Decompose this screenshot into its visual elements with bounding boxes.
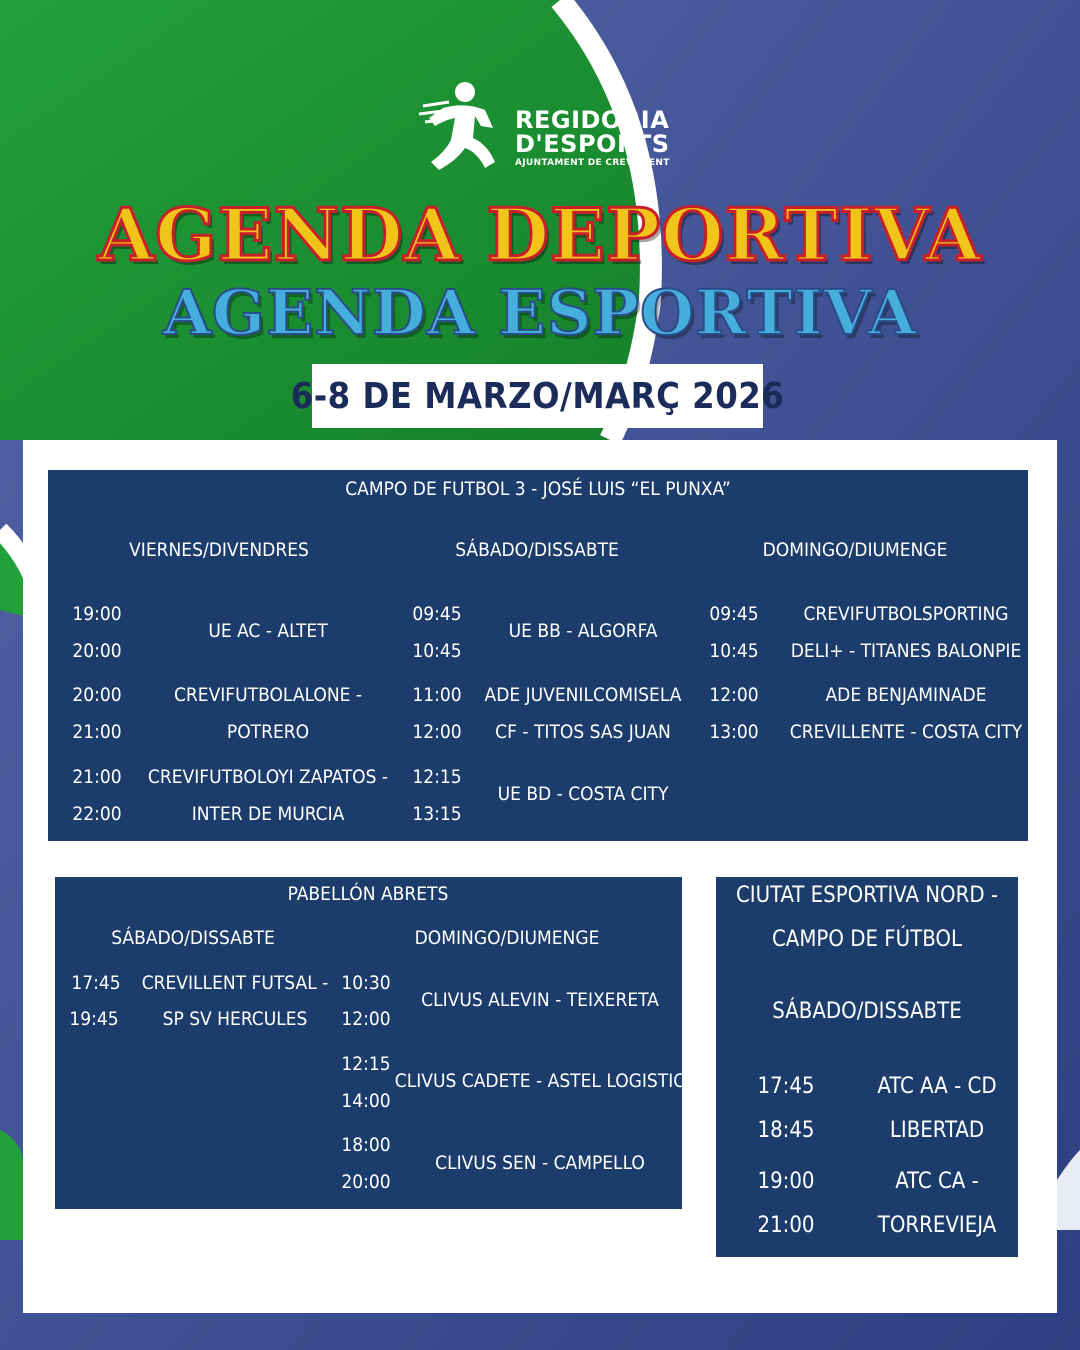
venue-2-day-saturday: SÁBADO/DISSABTE xyxy=(111,927,275,949)
match-teams-line2: CF - TITOS SAS JUAN xyxy=(495,721,671,743)
match-time-start: 20:00 xyxy=(72,684,122,706)
match-time-end: 19:45 xyxy=(69,1008,119,1030)
match-time-start: 12:15 xyxy=(341,1053,391,1075)
venue-2-title: PABELLÓN ABRETS xyxy=(287,883,449,905)
match-time-start: 19:00 xyxy=(757,1169,815,1194)
logo-line-3: AJUNTAMENT DE CREVILLENT xyxy=(515,158,670,168)
title-spanish: AGENDA DEPORTIVA xyxy=(98,192,982,277)
match-time-start: 21:00 xyxy=(72,766,122,788)
match-teams: UE AC - ALTET xyxy=(208,620,328,642)
match-teams-line2: TORREVIEJA xyxy=(877,1213,997,1238)
match-teams-line1: CREVIFUTBOLSPORTING xyxy=(803,603,1009,625)
match-teams: CLIVUS ALEVIN - TEIXERETA xyxy=(421,989,659,1011)
match-teams-line1: ADE JUVENILCOMISELA xyxy=(484,684,682,706)
venue-1-title: CAMPO DE FUTBOL 3 - JOSÉ LUIS “EL PUNXA” xyxy=(345,478,731,500)
match-time-end: 20:00 xyxy=(341,1171,391,1193)
match-time-end: 21:00 xyxy=(757,1213,815,1238)
match-teams-line2: INTER DE MURCIA xyxy=(191,803,345,825)
match-time-end: 20:00 xyxy=(72,640,122,662)
match-time-start: 10:30 xyxy=(341,972,391,994)
match-time-start: 12:15 xyxy=(412,766,462,788)
match-teams-line2: LIBERTAD xyxy=(889,1118,985,1143)
match-time-end: 13:15 xyxy=(412,803,462,825)
venue-2-day-sunday: DOMINGO/DIUMENGE xyxy=(414,927,600,949)
venue-3-title-line1: CIUTAT ESPORTIVA NORD - xyxy=(735,883,999,908)
match-time-end: 13:00 xyxy=(709,721,759,743)
match-teams: CLIVUS SEN - CAMPELLO xyxy=(435,1152,645,1174)
match-time-start: 11:00 xyxy=(412,684,462,706)
match-time-start: 18:00 xyxy=(341,1134,391,1156)
match-teams-line1: ADE BENJAMINADE xyxy=(825,684,987,706)
match-teams-line1: CREVILLENT FUTSAL - xyxy=(141,972,329,994)
match-teams-line1: ATC CA - xyxy=(895,1169,979,1194)
match-time-start: 17:45 xyxy=(757,1074,815,1099)
match-time-end: 10:45 xyxy=(412,640,462,662)
match-teams-line2: POTRERO xyxy=(226,721,310,743)
match-teams-line1: CREVIFUTBOLALONE - xyxy=(173,684,363,706)
match-time-end: 10:45 xyxy=(709,640,759,662)
match-time-start: 09:45 xyxy=(412,603,462,625)
date-text: 6-8 DE MARZO/MARÇ 2026 xyxy=(290,375,785,417)
match-time-start: 09:45 xyxy=(709,603,759,625)
match-teams-line1: CREVIFUTBOLOYI ZAPATOS - xyxy=(147,766,389,788)
match-time-start: 17:45 xyxy=(71,972,121,994)
venue-1-day-saturday: SÁBADO/DISSABTE xyxy=(455,539,619,561)
venue-1-day-friday: VIERNES/DIVENDRES xyxy=(129,539,309,561)
match-teams-line2: CREVILLENTE - COSTA CITY xyxy=(789,721,1023,743)
match-teams: UE BD - COSTA CITY xyxy=(497,783,669,805)
match-teams: UE BB - ALGORFA xyxy=(508,620,658,642)
match-time-end: 12:00 xyxy=(341,1008,391,1030)
match-teams: CLIVUS CADETE - ASTEL LOGISTIC xyxy=(394,1070,686,1092)
runner-icon xyxy=(415,78,510,183)
match-teams-line2: DELI+ - TITANES BALONPIE xyxy=(790,640,1022,662)
match-time-end: 14:00 xyxy=(341,1090,391,1112)
match-time-start: 19:00 xyxy=(72,603,122,625)
match-teams-line1: ATC AA - CD xyxy=(877,1074,997,1099)
venue-3-day-saturday: SÁBADO/DISSABTE xyxy=(772,999,962,1024)
title-valencian: AGENDA ESPORTIVA xyxy=(162,276,918,349)
match-teams-line2: SP SV HERCULES xyxy=(162,1008,308,1030)
venue-3-title-line2: CAMPO DE FÚTBOL xyxy=(771,927,963,952)
match-time-end: 12:00 xyxy=(412,721,462,743)
regidoria-logo xyxy=(415,78,675,183)
logo-line-2: D'ESPORTS xyxy=(515,130,670,158)
match-time-end: 22:00 xyxy=(72,803,122,825)
match-time-end: 21:00 xyxy=(72,721,122,743)
match-time-end: 18:45 xyxy=(757,1118,815,1143)
venue-1-day-sunday: DOMINGO/DIUMENGE xyxy=(762,539,948,561)
logo-line-1: REGIDORIA xyxy=(515,106,670,134)
date-banner xyxy=(290,364,785,428)
match-time-start: 12:00 xyxy=(709,684,759,706)
